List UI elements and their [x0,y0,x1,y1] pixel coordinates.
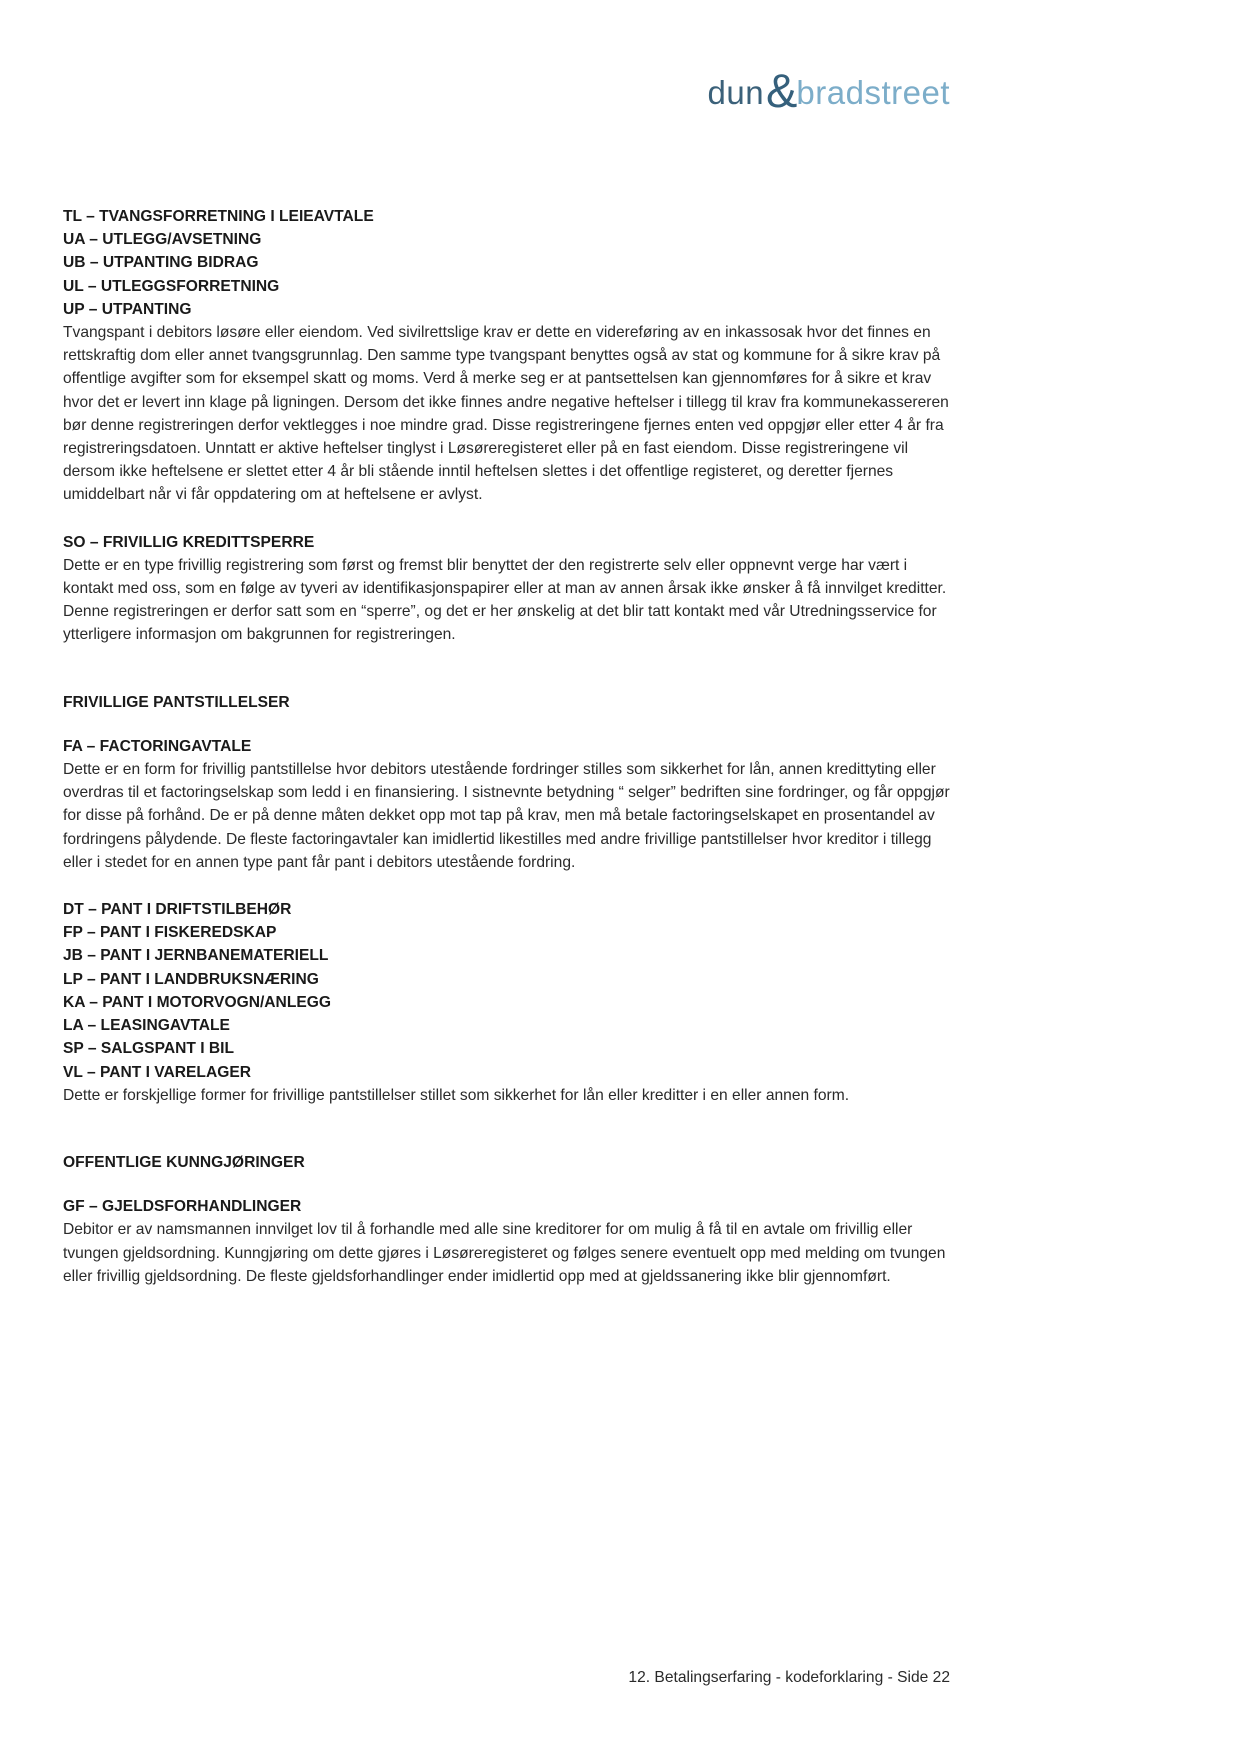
code-line: UP – UTPANTING [63,300,192,318]
code-line: FA – FACTORINGAVTALE [63,737,252,755]
code-list [63,735,956,758]
section-heading: OFFENTLIGE KUNNGJØRINGER [63,1153,305,1171]
code-line: LA – LEASINGAVTALE [63,1017,230,1035]
code-line: GF – GJELDSFORHANDLINGER [63,1198,302,1216]
paragraph: Tvangspant i debitors løsøre eller eiendom. Ved sivilrettslige krav er dette en videreføring av en inkassosak hvor det finnes en rettskraftig dom eller annet tvangsgrunnlag. Den samme type tvangspant benyttes også av stat og kommune for å sikre krav på offentlige avgifter som for eksempel skatt og moms. Verd å merke seg er at pantsettelsen kan gjennomføres for å sikre et krav hvor det er levert inn klage på ligningen. Dersom det ikke finnes andre negative heftelser i tillegg til krav fra kommunekassereren bør denne registreringen derfor vektlegges i noe mindre grad. Disse registreringene fjernes enten ved oppgjør eller etter 4 år fra registreringsdatoen. Unntatt er aktive heftelser tinglyst i Løsøreregisteret eller på en fast eiendom. Disse registreringene vil dersom ikke heftelsene er slettet etter 4 år bli stående inntil heftelsen slettes i det offentlige registeret, og deretter fjernes umiddelbart når vi får oppdatering om at heftelsene er avlyst. [63,324,949,504]
page-footer: 12. Betalingserfaring - kodeforklaring - Side 22 [628,1669,950,1686]
paragraph: Dette er forskjellige former for frivillige pantstillelser stillet som sikkerhet for lån eller kreditter i en eller annen form. [63,1086,850,1104]
code-line: TL – TVANGSFORRETNING I LEIEAVTALE [63,208,374,225]
code-line: KA – PANT I MOTORVOGN/ANLEGG [63,993,332,1011]
document-sections [63,205,956,1312]
dun-bradstreet-logo [707,64,950,117]
code-line: DT – PANT I DRIFTSTILBEHØR [63,901,292,919]
paragraph: Dette er en type frivillig registrering som først og fremst blir benyttet der den registrerte selv eller oppnevnt verge har vært i kontakt med oss, som en følge av tyveri av identifikasjonspapirer eller at man av annen årsak ikke ønsker å få innvilget kreditter. Denne registreringen er derfor satt som en “sperre”, og det er her ønskelig at det blir tatt kontakt med vår Utredningsservice for ytterligere informasjon om bakgrunnen for registreringen. [63,556,947,644]
paragraph: Debitor er av namsmannen innvilget lov til å forhandle med alle sine kreditorer for om mulig å få til en avtale om frivillig eller tvungen gjeldsordning. Kunngjøring om dette gjøres i Løsøreregisteret og følges senere eventuelt opp med melding om tvungen eller frivillig gjeldsordning. De fleste gjeldsforhandlinger ender imidlertid opp med at gjeldssanering ikke blir gjennomført. [63,1221,946,1285]
code-list [63,531,956,554]
code-line: SO – FRIVILLIG KREDITTSPERRE [63,533,315,551]
code-line: VL – PANT I VARELAGER [63,1063,252,1081]
section-heading: FRIVILLIGE PANTSTILLELSER [63,693,290,711]
logo-word-dun: dun [707,74,765,111]
code-line: UL – UTLEGGSFORRETNING [63,277,280,295]
code-list [63,1195,956,1218]
logo-word-bradstreet: bradstreet [796,74,950,111]
code-line: UA – UTLEGG/AVSETNING [63,231,262,249]
logo-ampersand-icon: & [766,64,798,117]
code-list [63,898,956,1084]
code-line: JB – PANT I JERNBANEMATERIELL [63,947,329,965]
code-list [63,205,956,321]
code-line: SP – SALGSPANT I BIL [63,1040,234,1058]
code-line: LP – PANT I LANDBRUKSNÆRING [63,970,319,988]
code-line: UB – UTPANTING BIDRAG [63,254,259,272]
code-line: FP – PANT I FISKEREDSKAP [63,924,277,942]
paragraph: Dette er en form for frivillig pantstillelse hvor debitors utestående fordringer stilles som sikkerhet for lån, annen kredittyting eller overdras til et factoringselskap som ledd i en finansiering. I sistnevnte betydning “ selger” bedriften sine fordringer, og får oppgjør for disse på forhånd. De er på denne måten dekket opp mot tap på krav, men må betale factoringselskapet en prosentandel av fordringens pålydende. De fleste factoringavtaler kan imidlertid likestilles med andre frivillige pantstillelser hvor kreditor i tillegg eller i stedet for en annen type pant får pant i debitors utestående fordring. [63,761,950,871]
